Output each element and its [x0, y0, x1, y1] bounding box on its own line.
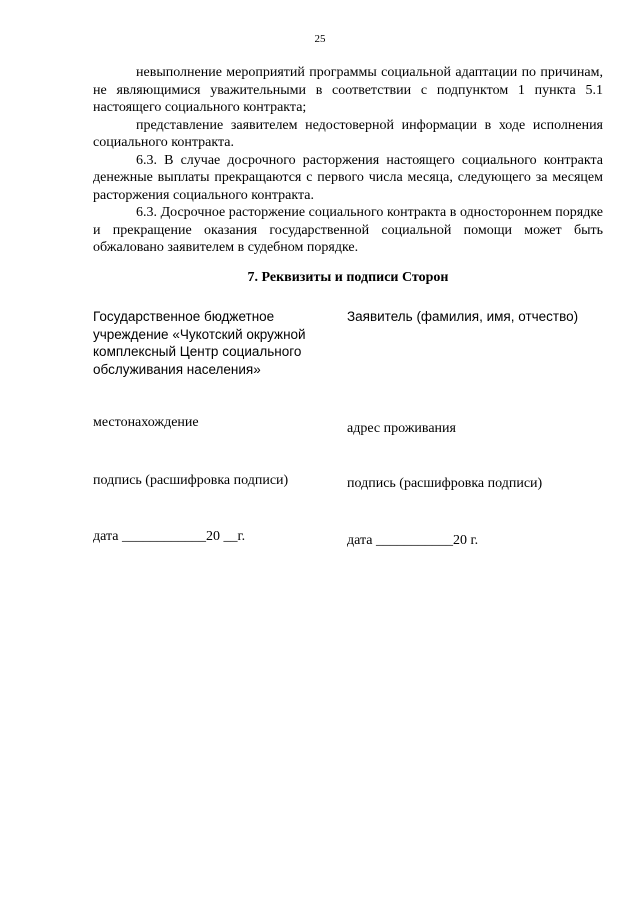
organization-location-label: местонахождение: [93, 415, 199, 430]
paragraph-false-information: представление заявителем недостоверной информации в ходе исполнения социального контракта.: [93, 117, 603, 150]
paragraph-nonfulfillment: невыполнение мероприятий программы социальной адаптации по причинам, не являющимися уважительными в соответствии с подпунктом 1 пункта 5.1 настоящего социального контракта;: [93, 65, 603, 115]
contract-body: [93, 64, 603, 257]
applicant-address-label: адрес проживания: [347, 421, 456, 436]
paragraph-early-termination-payments: 6.3. В случае досрочного расторжения настоящего социального контракта денежные выплаты прекращаются с первого числа месяца, следующего за месяцем расторжения социального контракта.: [93, 152, 603, 203]
section-title: 7. Реквизиты и подписи Сторон: [247, 270, 449, 285]
organization-date-line: дата ____________20 __г.: [93, 529, 246, 544]
applicant-date-line: дата ___________20 г.: [347, 533, 479, 548]
page-number: 25: [314, 33, 326, 45]
paragraph-termination-appeal: 6.3. Досрочное расторжение социального контракта в одностороннем порядке и прекращение оказания государственной социальной помощи может быть обжаловано заявителем в судебном порядке.: [93, 205, 603, 255]
applicant-name-label: Заявитель (фамилия, имя, отчество): [347, 309, 579, 324]
applicant-signature-label: подпись (расшифровка подписи): [347, 476, 543, 491]
organization-signature-label: подпись (расшифровка подписи): [93, 473, 289, 488]
organization-name: Государственное бюджетное учреждение «Чукотский окружной комплексный Центр социального обслуживания населения»: [93, 309, 306, 377]
